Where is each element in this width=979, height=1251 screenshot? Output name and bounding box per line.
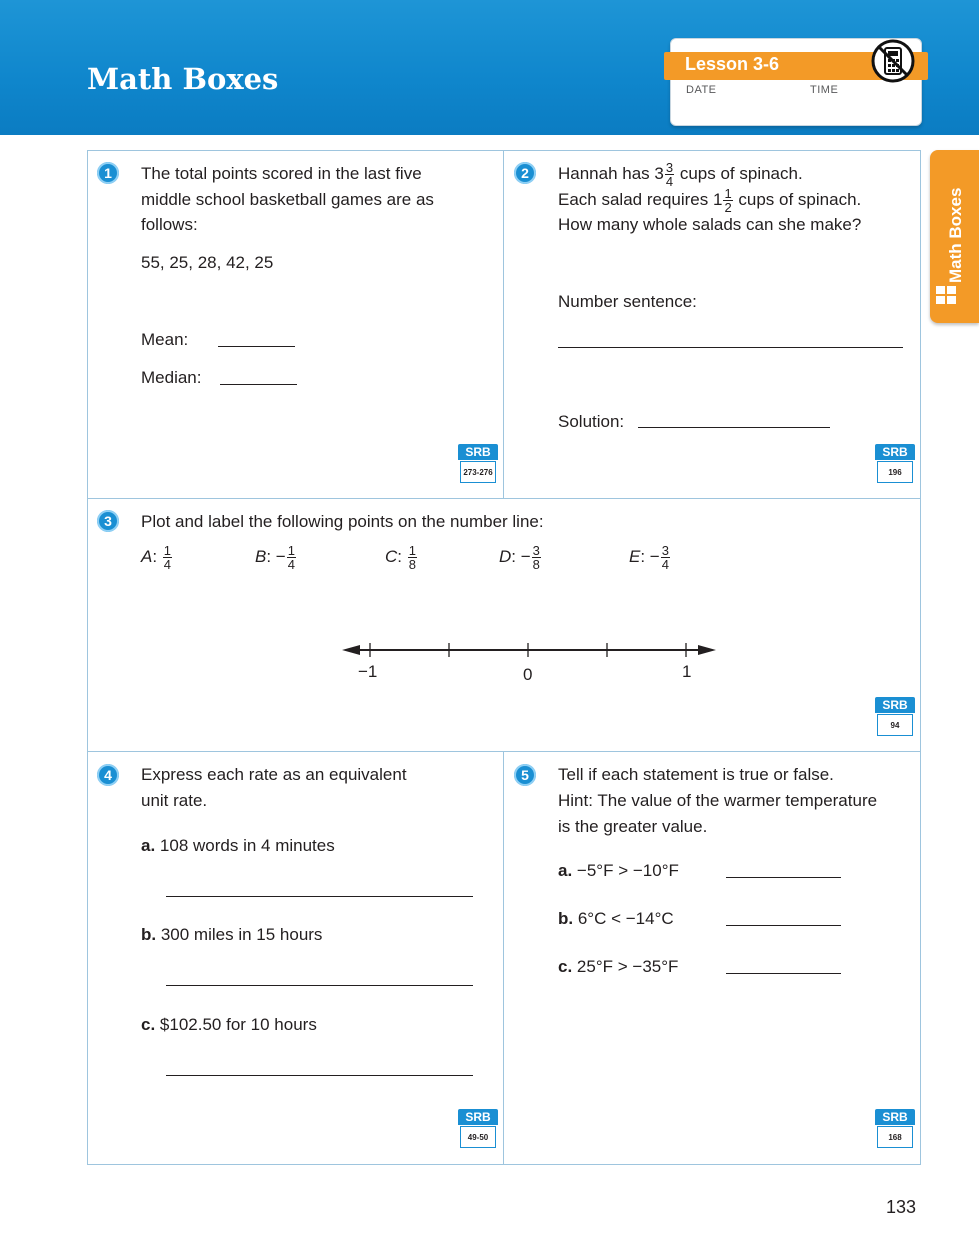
item-letter: b. xyxy=(141,925,157,944)
tick-label-minus-one: −1 xyxy=(358,662,378,681)
tick-label-one: 1 xyxy=(682,662,692,681)
statement-c xyxy=(558,954,678,980)
item-letter: c. xyxy=(141,1015,156,1034)
point-c: C: $\frac{1}{8}$ xyxy=(385,543,416,572)
srb-badge-4[interactable] xyxy=(458,1109,498,1153)
point-label: A xyxy=(141,546,153,566)
rate-item-b xyxy=(141,922,322,948)
problem-2-line-2-post: cups of spinach. xyxy=(733,190,862,209)
problem-2-line-2-pre: Each salad requires 1 xyxy=(558,190,723,209)
number-line[interactable] xyxy=(340,638,720,662)
lesson-label: Lesson 3-6 xyxy=(685,54,780,74)
problem-number-2: 2 xyxy=(514,162,536,184)
point-fraction xyxy=(163,544,172,571)
fraction-three-fourths xyxy=(665,161,674,188)
rate-c-answer-line[interactable] xyxy=(166,1075,473,1076)
point-b: B: − $\frac{1}{4}$ xyxy=(255,543,295,572)
point-label: B xyxy=(255,546,267,566)
item-text: 6°C < −14°C xyxy=(577,909,674,928)
fraction-numerator: 1 xyxy=(287,543,295,558)
point-sign: − xyxy=(275,546,286,566)
problem-1-line-1: The total points scored in the last five xyxy=(141,164,422,183)
point-e: E: − $\frac{3}{4}$ xyxy=(629,543,669,572)
problem-4-line-2: unit rate. xyxy=(141,791,208,810)
srb-label: SRB xyxy=(875,697,915,713)
srb-pages: 196 xyxy=(877,461,913,483)
problem-1-line-2: middle school basketball games are as xyxy=(141,190,434,209)
point-fraction xyxy=(661,544,670,571)
statement-a xyxy=(558,858,679,884)
point-label: D xyxy=(499,546,512,566)
item-text: $102.50 for 10 hours xyxy=(159,1015,317,1034)
problem-2-line-2 xyxy=(558,187,861,214)
number-sentence-label: Number sentence: xyxy=(558,292,697,311)
rate-b-answer-line[interactable] xyxy=(166,985,473,986)
srb-label: SRB xyxy=(458,1109,498,1125)
item-letter: a. xyxy=(558,861,573,880)
srb-label: SRB xyxy=(875,1109,915,1125)
item-text: 25°F > −35°F xyxy=(576,957,679,976)
srb-pages: 94 xyxy=(877,714,913,736)
srb-pages: 168 xyxy=(877,1126,913,1148)
side-tab-label-wrap xyxy=(946,165,964,283)
item-text: 300 miles in 15 hours xyxy=(160,925,323,944)
problem-5-line-1: Tell if each statement is true or false. xyxy=(558,765,834,784)
fraction-denominator: 8 xyxy=(408,557,416,572)
item-text: −5°F > −10°F xyxy=(576,861,679,880)
page-title: Math Boxes xyxy=(87,62,279,96)
time-label: TIME xyxy=(810,84,839,96)
mean-label: Mean: xyxy=(141,330,189,349)
problem-number-3: 3 xyxy=(97,510,119,532)
fraction-denominator: 4 xyxy=(163,557,172,572)
point-label: E xyxy=(629,546,641,566)
problem-2-line-3: How many whole salads can she make? xyxy=(558,215,862,234)
median-label: Median: xyxy=(141,368,202,387)
srb-badge-1[interactable] xyxy=(458,444,498,488)
problem-5-line-2: Hint: The value of the warmer temperature xyxy=(558,791,878,810)
grid-icon xyxy=(936,286,956,304)
problem-2-line-1-pre: Hannah has 3 xyxy=(558,164,664,183)
median-answer-line[interactable] xyxy=(220,384,297,385)
statement-a-answer-line[interactable] xyxy=(726,877,841,878)
fraction-denominator: 4 xyxy=(665,174,674,190)
problem-number-1: 1 xyxy=(97,162,119,184)
item-letter: b. xyxy=(558,909,574,928)
fraction-one-half xyxy=(723,187,732,214)
fraction-denominator: 2 xyxy=(724,200,732,216)
point-fraction xyxy=(287,544,296,571)
statement-b-answer-line[interactable] xyxy=(726,925,841,926)
point-label: C xyxy=(385,546,398,566)
fraction-numerator: 1 xyxy=(163,543,172,558)
rate-item-a xyxy=(141,833,335,859)
problem-5-line-3: is the greater value. xyxy=(558,817,708,836)
fraction-denominator: 4 xyxy=(287,557,295,572)
page-number: 133 xyxy=(886,1197,917,1217)
item-text: 108 words in 4 minutes xyxy=(159,836,335,855)
solution-label: Solution: xyxy=(558,412,625,431)
problem-1-line-3: follows: xyxy=(141,215,198,234)
statement-c-answer-line[interactable] xyxy=(726,973,841,974)
fraction-numerator: 1 xyxy=(724,186,732,202)
statement-b xyxy=(558,906,674,932)
srb-pages: 49-50 xyxy=(460,1126,496,1148)
math-box-3 xyxy=(87,498,921,752)
mean-answer-line[interactable] xyxy=(218,346,295,347)
solution-answer-line[interactable] xyxy=(638,427,830,428)
point-fraction xyxy=(532,544,541,571)
srb-label: SRB xyxy=(458,444,498,460)
srb-badge-5[interactable] xyxy=(875,1109,915,1153)
srb-badge-2[interactable] xyxy=(875,444,915,488)
problem-1-data: 55, 25, 28, 42, 25 xyxy=(141,253,274,272)
srb-badge-3[interactable] xyxy=(875,697,915,741)
point-d: D: − $\frac{3}{8}$ xyxy=(499,543,540,572)
fraction-numerator: 3 xyxy=(532,543,540,558)
problem-2-line-1-post: cups of spinach. xyxy=(675,164,803,183)
srb-pages: 273-276 xyxy=(460,461,496,483)
tick-label-zero: 0 xyxy=(523,665,533,684)
number-sentence-line[interactable] xyxy=(558,347,903,348)
point-a: A: $\frac{1}{4}$ xyxy=(141,543,172,572)
fraction-numerator: 1 xyxy=(408,543,416,558)
point-fraction xyxy=(408,544,417,571)
side-tab-label: Math Boxes xyxy=(946,187,965,283)
rate-a-answer-line[interactable] xyxy=(166,896,473,897)
fraction-numerator: 3 xyxy=(661,543,669,558)
srb-label: SRB xyxy=(875,444,915,460)
fraction-denominator: 4 xyxy=(661,557,669,572)
problem-2-line-1 xyxy=(558,161,803,188)
problem-number-5: 5 xyxy=(514,764,536,786)
point-sign: − xyxy=(520,546,531,566)
item-letter: a. xyxy=(141,836,156,855)
no-calculator-icon xyxy=(870,38,916,84)
date-label: DATE xyxy=(686,84,717,96)
fraction-denominator: 8 xyxy=(532,557,540,572)
item-letter: c. xyxy=(558,957,573,976)
problem-4-line-1: Express each rate as an equivalent xyxy=(141,765,407,784)
problem-3-prompt: Plot and label the following points on the number line: xyxy=(141,512,544,531)
rate-item-c xyxy=(141,1012,317,1038)
problem-number-4: 4 xyxy=(97,764,119,786)
fraction-numerator: 3 xyxy=(665,160,674,176)
point-sign: − xyxy=(649,546,660,566)
